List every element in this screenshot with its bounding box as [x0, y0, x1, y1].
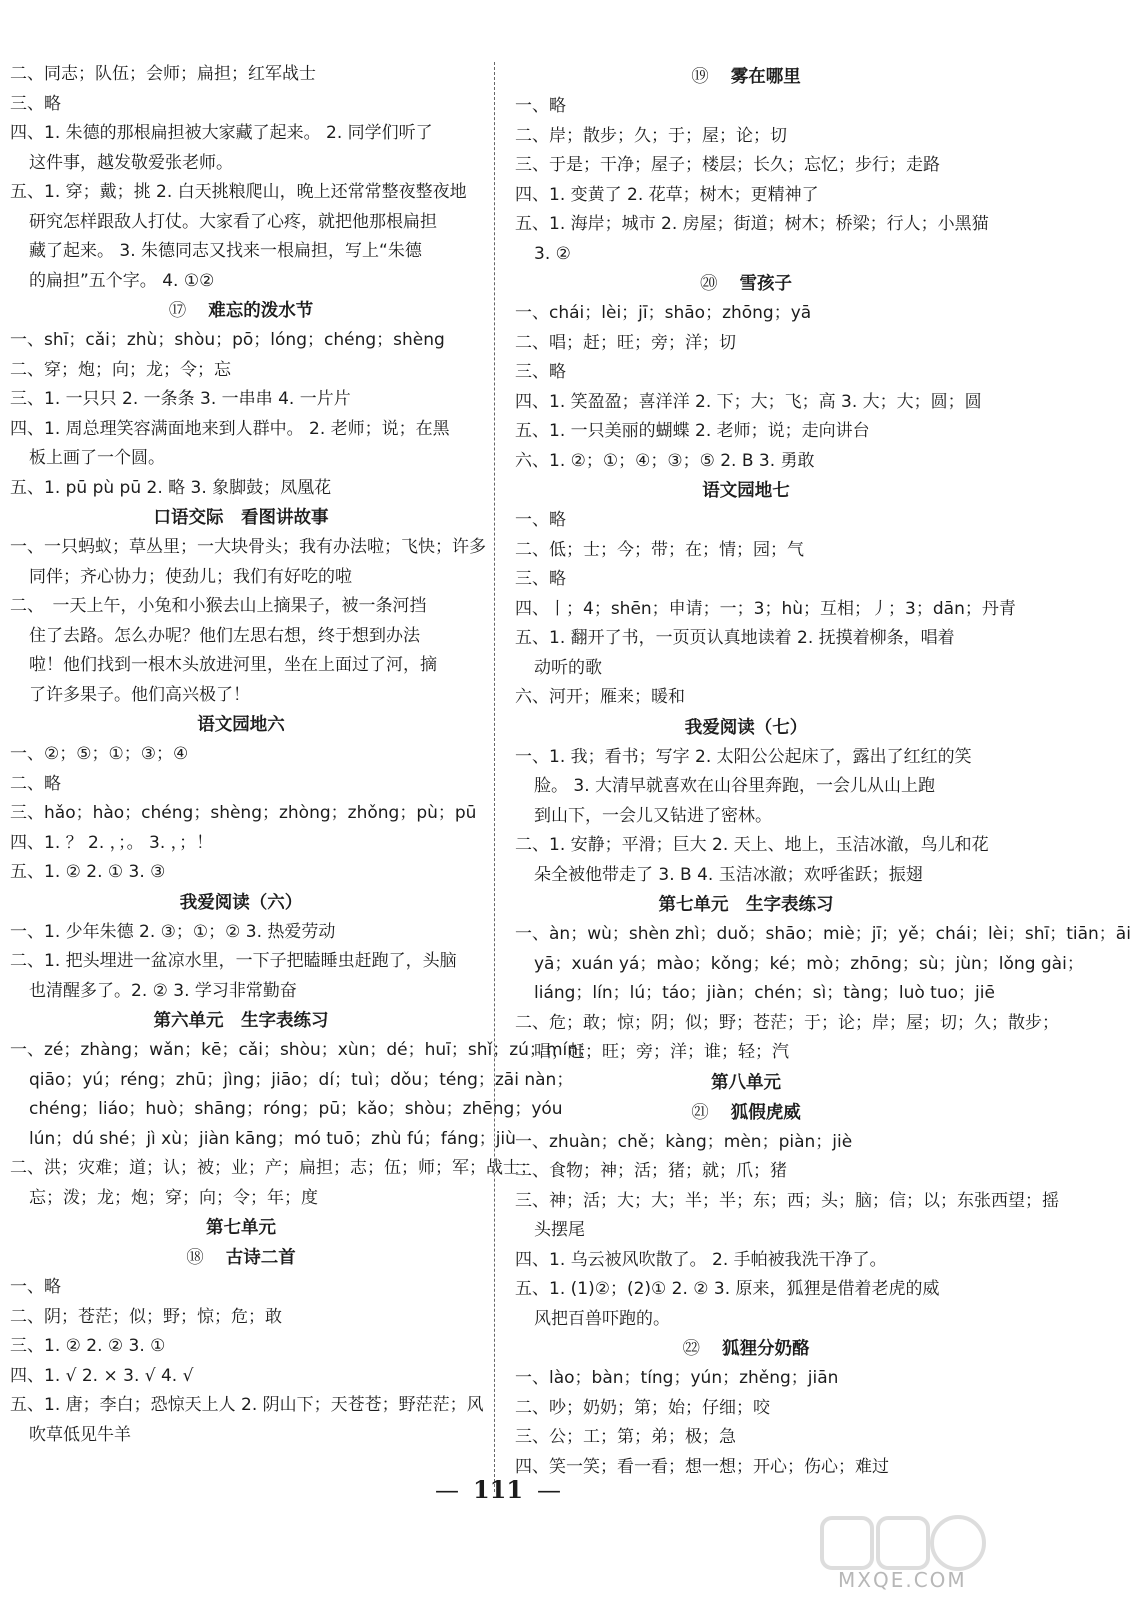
answer-item	[515, 506, 977, 536]
answer-line: 一、chái；lèi；jī；shāo；zhōng；yā	[515, 303, 812, 323]
answer-item	[10, 740, 472, 770]
answer-line: 四、1. 乌云被风吹散了。 2. 手帕被我洗干净了。	[515, 1249, 887, 1270]
answer-line: 三、公；工；第；弟；极；急	[515, 1427, 736, 1447]
section-title: 狐假虎威	[730, 1102, 801, 1123]
answer-line: 一、zé；zhàng；wǎn；kē；cǎi；shòu；xùn；dé；huī；shǐ；zú；mín；	[10, 1040, 595, 1060]
answer-item	[10, 1154, 537, 1213]
answer-item	[10, 356, 472, 386]
answer-item	[515, 417, 977, 447]
answer-line: 风把百兽吓跑的。	[534, 1308, 670, 1329]
answer-line: 四、1. 变黄了 2. 花草；树木；更精神了	[515, 184, 819, 205]
answer-line: 一、àn；wù；shèn zhì；duǒ；shāo；miè；jī；yě；chái；lèi；shī；tiān；āi	[515, 924, 1131, 944]
answer-line: 一、zhuàn；chě；kàng；mèn；piàn；jiè	[515, 1131, 853, 1152]
answer-item	[515, 181, 977, 211]
watermark-url: MXQE.COM	[838, 1568, 967, 1592]
answer-line: 三、神；活；大；大；半；半；东；西；头；脑；信；以；东张西望；摇	[515, 1190, 1059, 1211]
answer-line: 朵全被他带走了 3. B 4. 玉洁冰澈；欢呼雀跃；振翅	[534, 864, 923, 885]
section-title: 雾在哪里	[730, 67, 801, 87]
answer-line: 一、1. 少年朱德 2. ③；①；② 3. 热爱劳动	[10, 921, 336, 942]
section-heading	[515, 1334, 977, 1364]
lesson-number: ⑱	[186, 1248, 204, 1268]
answer-line: 五、1. pū pù pū 2. 略 3. 象脚鼓；凤凰花	[10, 477, 332, 498]
section-title: 我爱阅读（七）	[684, 717, 808, 738]
section-title: 难忘的泼水节	[208, 301, 314, 321]
answer-line: 二、洪；灾难；道；认；被；业；产；扁担；志；伍；师；军；战士；	[10, 1158, 537, 1178]
section-heading	[515, 269, 977, 299]
section-title: 第七单元 生字表练习	[658, 895, 834, 915]
page-number: 111	[472, 1475, 524, 1504]
answer-line: 二、危；敢；惊；阴；似；野；苍茫；于；论；岸；屋；切；久；散步；	[515, 1012, 1059, 1033]
answer-line: 三、1. 一只只 2. 一条条 3. 一串串 4. 一片片	[10, 389, 351, 409]
answer-line: 一、一只蚂蚁；草丛里；一大块骨头；我有办法啦；飞快；许多	[10, 537, 486, 557]
answer-item	[515, 624, 977, 683]
answer-item	[515, 536, 977, 566]
answer-item	[10, 1303, 472, 1333]
answer-item	[515, 358, 977, 388]
answer-item	[515, 1157, 977, 1187]
answer-line: 的扁担”五个字。 4. ①②	[29, 270, 215, 291]
answer-item	[10, 90, 472, 120]
answer-line: 二、1. 安静；平滑；巨大 2. 天上、地上，玉洁冰澈，鸟儿和花	[515, 835, 989, 855]
answer-line: lún；dú shé；jì xù；jiàn kāng；mó tuō；zhù fú；fáng；jiù	[29, 1128, 516, 1149]
answer-line: 吹草低见牛羊	[29, 1424, 131, 1445]
answer-item	[515, 565, 977, 595]
section-title: 古诗二首	[225, 1248, 296, 1268]
answer-item	[515, 329, 977, 359]
section-heading	[515, 713, 977, 743]
answer-line: 一、②；⑤；①；③；④	[10, 744, 189, 764]
answer-line: 一、shī；cǎi；zhù；shòu；pō；lóng；chéng；shèng	[10, 330, 445, 350]
section-title: 第六单元 生字表练习	[153, 1011, 329, 1031]
answer-item	[10, 415, 472, 474]
answer-line: 二、1. 把头埋进一盆凉水里，一下子把瞌睡虫赶跑了，头脑	[10, 951, 457, 971]
answer-item	[10, 119, 472, 178]
answer-item	[10, 1036, 595, 1154]
answer-item	[10, 829, 472, 859]
answer-line: yā；xuán yá；mào；kǒng；ké；mò；zhōng；sù；jùn；lǒng gài；	[534, 953, 1084, 974]
answer-item	[10, 533, 486, 592]
section-title: 雪孩子	[739, 274, 792, 294]
answer-line: 四、笑一笑；看一看；想一想；开心；伤心；难过	[515, 1456, 889, 1477]
section-heading	[515, 62, 977, 92]
answer-line: 研究怎样跟敌人打仗。大家看了心疼，就把他那根扁担	[29, 211, 437, 232]
lesson-number: ㉑	[691, 1102, 709, 1123]
answer-line: 二、吵；奶奶；第；始；仔细；咬	[515, 1397, 770, 1418]
section-heading	[515, 476, 977, 506]
answer-item	[515, 1128, 977, 1158]
answer-line: 一、略	[10, 1277, 61, 1297]
answer-line: 四、1. ？ 2. ，；。 3. ，；！	[10, 832, 214, 853]
answer-item	[515, 447, 977, 477]
section-heading	[515, 1098, 977, 1128]
section-title: 语文园地七	[702, 481, 790, 501]
answer-line: 一、lào；bàn；tíng；yún；zhěng；jiān	[515, 1368, 839, 1388]
answer-line: 啦！他们找到一根木头放进河里，坐在上面过了河，摘	[29, 655, 437, 675]
answer-item	[10, 858, 472, 888]
section-heading	[10, 1006, 472, 1036]
answer-line: 到山下，一会儿又钻进了密林。	[534, 805, 772, 826]
answer-line: 五、1. 一只美丽的蝴蝶 2. 老师；说；走向讲台	[515, 421, 870, 441]
answer-item	[515, 1364, 977, 1394]
answer-line: 五、1. 翻开了书，一页页认真地读着 2. 抚摸着柳条，唱着	[515, 628, 955, 648]
answer-item	[515, 920, 1131, 1009]
answer-item	[10, 1273, 472, 1303]
answer-item	[515, 683, 977, 713]
section-heading	[10, 1213, 472, 1243]
footer-dash-right: —	[537, 1476, 562, 1504]
answer-line: 二、 一天上午，小兔和小猴去山上摘果子，被一条河挡	[10, 596, 427, 616]
answer-line: 二、食物；神；活；猪；就；爪；猪	[515, 1161, 787, 1181]
answer-item	[515, 1009, 1059, 1068]
section-heading	[10, 710, 472, 740]
answer-line: 三、略	[515, 362, 566, 382]
answer-line: 二、穿；炮；向；龙；令；忘	[10, 359, 231, 380]
answer-line: 一、1. 我；看书；写字 2. 太阳公公起床了，露出了红红的笑	[515, 746, 972, 767]
answer-line: 这件事，越发敬爱张老师。	[29, 152, 233, 173]
answer-item	[515, 1394, 977, 1424]
answer-line: 四、1. 周总理笑容满面地来到人群中。 2. 老师；说；在黑	[10, 418, 450, 439]
answer-line: 二、阴；苍茫；似；野；惊；危；敢	[10, 1306, 282, 1327]
answer-line: 四、1. 朱德的那根扁担被大家藏了起来。 2. 同学们听了	[10, 123, 433, 143]
section-title: 第八单元	[711, 1072, 781, 1093]
answer-item	[10, 385, 472, 415]
answer-line: 唱；赶；旺；旁；洋；谁；轻；汽	[534, 1042, 789, 1062]
answer-item	[10, 474, 472, 504]
answer-line: 脸。 3. 大清早就喜欢在山谷里奔跑，一会儿从山上跑	[534, 776, 936, 796]
answer-item	[515, 122, 977, 152]
section-title: 我爱阅读（六）	[179, 892, 303, 913]
answer-line: 三、略	[10, 93, 61, 114]
answer-item	[10, 947, 472, 1006]
section-title: 口语交际 看图讲故事	[153, 508, 329, 528]
answer-line: 四、1. √ 2. × 3. √ 4. √	[10, 1365, 194, 1386]
answer-item	[515, 388, 982, 418]
answer-item	[10, 1362, 472, 1392]
answer-item	[10, 178, 472, 296]
answer-item	[515, 210, 989, 269]
answer-line: liáng；lín；lú；táo；jiàn；chén；sì；tàng；luò tuo；jiē	[534, 983, 995, 1003]
answer-line: chéng；liáo；huò；shāng；róng；pū；kǎo；shòu；zhēng；yóu	[29, 1099, 563, 1119]
answer-item	[10, 770, 472, 800]
answer-line: 一、略	[515, 96, 566, 116]
answer-item	[10, 1391, 484, 1450]
answer-line: 板上画了一个圆。	[29, 448, 165, 468]
answer-line: 二、同志；队伍；会师；扁担；红军战士	[10, 64, 316, 84]
answer-item	[10, 60, 472, 90]
answer-item	[10, 918, 472, 948]
lesson-number: ㉒	[682, 1339, 700, 1359]
answer-line: 五、1. ② 2. ① 3. ③	[10, 862, 166, 882]
answer-line: 三、hǎo；hào；chéng；shèng；zhòng；zhǒng；pù；pū	[10, 803, 477, 823]
section-heading	[515, 1068, 977, 1098]
section-heading	[10, 1243, 472, 1273]
answer-item	[515, 595, 1016, 625]
answer-line: 3. ②	[534, 243, 571, 264]
answer-line: 藏了起来。 3. 朱德同志又找来一根扁担，写上“朱德	[29, 241, 422, 261]
answer-line: 二、唱；赶；旺；旁；洋；切	[515, 332, 736, 353]
answer-item	[515, 1187, 1059, 1246]
answer-line: 动听的歌	[534, 657, 602, 678]
answer-item	[10, 326, 472, 356]
section-heading	[10, 296, 472, 326]
answer-item	[515, 299, 977, 329]
answer-line: 三、1. ② 2. ② 3. ①	[10, 1336, 166, 1356]
answer-item	[515, 92, 977, 122]
answer-line: 五、1. 唐；李白；恐惊天上人 2. 阴山下；天苍苍；野茫茫；风	[10, 1395, 484, 1415]
answer-item	[10, 1332, 472, 1362]
answer-line: 一、略	[515, 510, 566, 530]
answer-line: 二、低；士；今；带；在；情；园；气	[515, 539, 804, 560]
lesson-number: ⑳	[700, 274, 718, 294]
section-title: 语文园地六	[197, 715, 285, 735]
answer-item	[10, 799, 477, 829]
answer-item	[10, 592, 472, 710]
answer-line: 也清醒多了。2. ② 3. 学习非常勤奋	[29, 980, 297, 1001]
answer-line: 五、1. 海岸；城市 2. 房屋；街道；树木；桥梁；行人；小黑猫	[515, 214, 989, 234]
answer-line: 四、丨；4；shēn；申请；一；3；hù；互相；丿；3；dān；丹青	[515, 598, 1016, 619]
answer-item	[515, 1275, 977, 1334]
answer-line: 三、于是；干净；屋子；楼层；长久；忘忆；步行；走路	[515, 155, 940, 175]
answer-line: 五、1. (1)②；(2)① 2. ② 3. 原来，狐狸是借着老虎的威	[515, 1279, 940, 1299]
lesson-number: ⑲	[691, 67, 709, 87]
answer-line: 四、1. 笑盈盈；喜洋洋 2. 下；大；飞；高 3. 大；大；圆；圆	[515, 391, 982, 412]
section-title: 狐狸分奶酪	[722, 1339, 810, 1359]
answer-line: 六、1. ②；①；④；③；⑤ 2. B 3. 勇敢	[515, 450, 815, 471]
answer-line: qiāo；yú；réng；zhū；jìng；jiāo；dí；tuì；dǒu；téng；zāi nàn；	[29, 1069, 574, 1090]
answer-line: 了许多果子。他们高兴极了！	[29, 684, 250, 705]
answer-item	[515, 1423, 977, 1453]
section-title: 第七单元	[206, 1218, 276, 1238]
answer-line: 二、略	[10, 773, 61, 794]
answer-line: 同伴；齐心协力；使劲儿；我们有好吃的啦	[29, 566, 352, 587]
lesson-number: ⑰	[168, 301, 187, 321]
footer-dash-left: —	[434, 1476, 459, 1504]
answer-item	[515, 151, 977, 181]
section-heading	[10, 503, 472, 533]
column-divider	[494, 62, 495, 1492]
section-heading	[515, 890, 977, 920]
answer-line: 六、河开；雁来；暖和	[515, 687, 685, 707]
page-footer	[0, 1475, 996, 1504]
answer-item	[515, 743, 977, 832]
answer-item	[515, 831, 989, 890]
section-heading	[10, 888, 472, 918]
answer-line: 头摆尾	[534, 1220, 585, 1240]
answer-line: 五、1. 穿；戴；挑 2. 白天挑粮爬山，晚上还常常整夜整夜地	[10, 182, 467, 202]
answer-item	[515, 1246, 977, 1276]
answer-line: 三、略	[515, 569, 566, 589]
answer-line: 二、岸；散步；久；于；屋；论；切	[515, 125, 787, 146]
answer-line: 住了去路。怎么办呢？他们左思右想，终于想到办法	[29, 625, 420, 646]
answer-line: 忘；泼；龙；炮；穿；向；令；年；度	[29, 1187, 318, 1208]
